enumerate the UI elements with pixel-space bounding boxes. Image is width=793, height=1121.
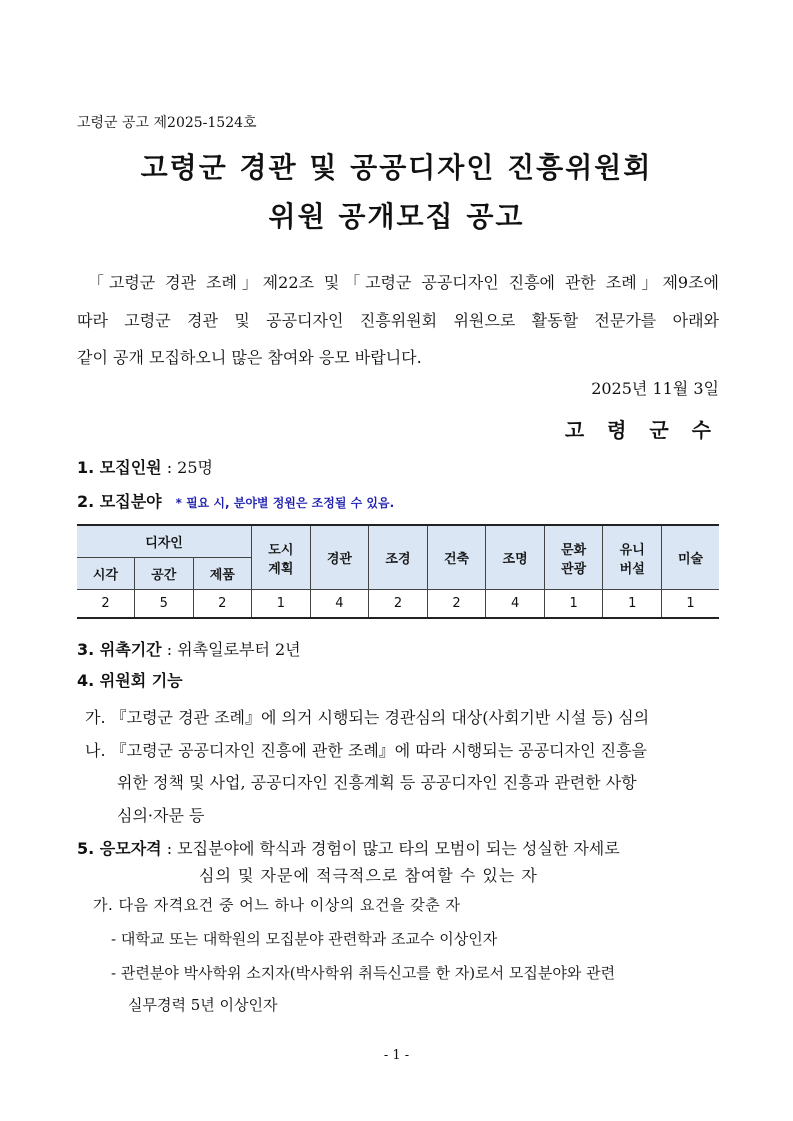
header-art: 미술 — [662, 525, 720, 590]
header-product: 제품 — [193, 558, 252, 590]
function-item-ga: 가. 『고령군 경관 조례』에 의거 시행되는 경관심의 대상(사회기반 시설 등) 심의 — [85, 708, 650, 727]
section-eligibility — [77, 836, 620, 859]
header-landscaping: 조경 — [369, 525, 428, 590]
qualification-detail: - 대학교 또는 대학원의 모집분야 관련학과 조교수 이상인자 — [111, 930, 498, 948]
value-urban-planning: 1 — [252, 590, 311, 619]
section-label: 1. 모집인원 — [77, 458, 162, 477]
function-item-na: 나. 『고령군 공공디자인 진흥에 관한 조례』에 따라 시행되는 공공디자인 진흥을 — [85, 741, 647, 760]
section-label: 2. 모집분야 — [77, 492, 162, 511]
notice-date: 2025년 11월 3일 — [591, 379, 719, 398]
value-space: 5 — [134, 590, 193, 619]
section-recruit-fields — [77, 489, 394, 512]
value-lighting: 4 — [486, 590, 545, 619]
intro-line-1: 「고령군 경관 조례」제22조 및「고령군 공공디자인 진흥에 관한 조례」제9조에 — [88, 273, 719, 292]
value-product: 2 — [193, 590, 252, 619]
value-landscaping: 2 — [369, 590, 428, 619]
qualification-item-ga: 가. 다음 자격요건 중 어느 하나 이상의 요건을 갖춘 자 — [93, 896, 461, 914]
section-value: : 위촉일로부터 2년 — [166, 640, 301, 659]
value-visual: 2 — [77, 590, 134, 619]
section-value-cont: 심의 및 자문에 적극적으로 참여할 수 있는 자 — [199, 866, 538, 885]
header-universal: 유니 버설 — [603, 525, 662, 590]
section-recruit-count — [77, 455, 213, 478]
issuer: 고 령 군 수 — [564, 418, 719, 442]
title-line-1: 고령군 경관 및 공공디자인 진흥위원회 — [140, 151, 653, 184]
qualification-detail: - 관련분야 박사학위 소지자(박사학위 취득신고를 한 자)로서 모집분야와 관련 — [111, 964, 616, 982]
section-value: : 25명 — [166, 458, 213, 477]
value-architecture: 2 — [427, 590, 486, 619]
function-item-na-cont: 위한 정책 및 사업, 공공디자인 진흥계획 등 공공디자인 진흥과 관련한 사항 — [117, 773, 637, 792]
section-value: : 모집분야에 학식과 경험이 많고 타의 모범이 되는 성실한 자세로 — [166, 839, 620, 858]
header-lighting: 조명 — [486, 525, 545, 590]
value-culture-tourism: 1 — [544, 590, 603, 619]
intro-line-2: 따라 고령군 경관 및 공공디자인 진흥위원회 위원으로 활동할 전문가를 아래와 — [77, 311, 719, 330]
page-number: - 1 - — [383, 1048, 410, 1063]
section-label: 4. 위원회 기능 — [77, 671, 183, 690]
notice-number: 고령군 공고 제2025-1524호 — [77, 115, 257, 131]
qualification-detail-cont: 실무경력 5년 이상인자 — [128, 996, 278, 1014]
recruit-fields-table — [77, 524, 719, 619]
header-design: 디자인 — [77, 525, 252, 558]
section-label: 3. 위촉기간 — [77, 640, 162, 659]
value-universal: 1 — [603, 590, 662, 619]
header-landscape: 경관 — [310, 525, 369, 590]
header-visual: 시각 — [77, 558, 134, 590]
header-culture-tourism: 문화 관광 — [544, 525, 603, 590]
value-art: 1 — [662, 590, 720, 619]
title-line-2: 위원 공개모집 공고 — [268, 200, 525, 233]
intro-line-3: 같이 공개 모집하오니 많은 참여와 응모 바랍니다. — [77, 348, 422, 367]
section-term — [77, 637, 301, 660]
fields-note: * 필요 시, 분야별 정원은 조정될 수 있음. — [175, 496, 395, 510]
section-functions — [77, 668, 183, 691]
header-space: 공간 — [134, 558, 193, 590]
function-item-na-cont: 심의·자문 등 — [117, 806, 205, 825]
header-architecture: 건축 — [427, 525, 486, 590]
header-urban-planning: 도시 계획 — [252, 525, 311, 590]
section-label: 5. 응모자격 — [77, 839, 162, 858]
value-landscape: 4 — [310, 590, 369, 619]
